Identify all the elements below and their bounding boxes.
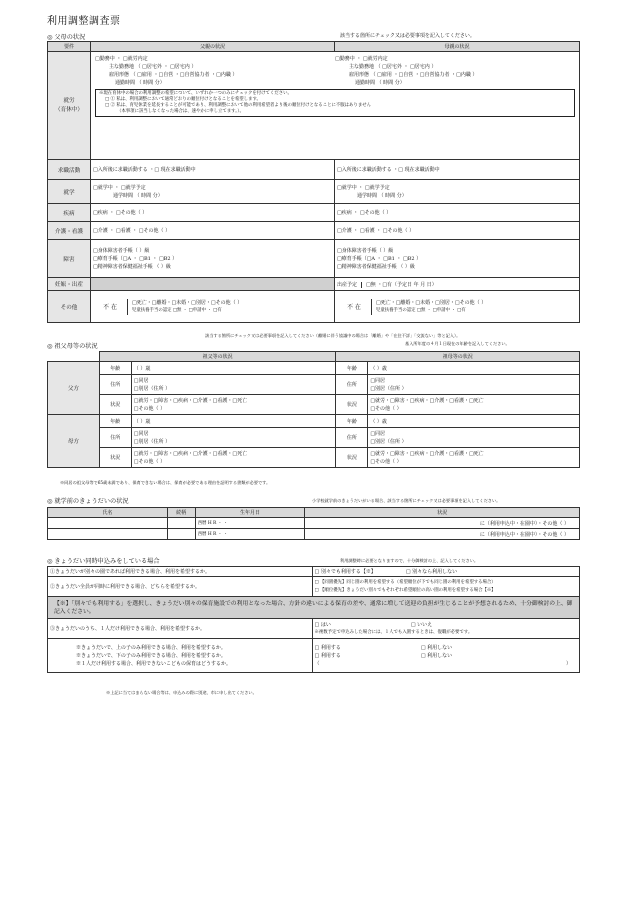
- q1-separate-no[interactable]: □ 別々なら利用しない: [405, 569, 458, 575]
- mother-absent: 不 在: [347, 304, 361, 311]
- q2-priority[interactable]: □ 【順位優先】きょうだい別々でもそれぞれ希望順位の高い園の利用を希望する場合【※】: [314, 587, 496, 593]
- sibling-name-input[interactable]: [48, 529, 168, 540]
- address-label: 住所: [336, 428, 368, 448]
- mother-care[interactable]: □介護 ・ □看護 ・ □その他（ ）: [334, 222, 579, 240]
- status-label: 状況: [99, 395, 131, 415]
- father-disability-line[interactable]: □療育手帳（□A ・ □B1 ・ □B2 ）: [93, 255, 178, 262]
- father-disability[interactable]: [91, 240, 335, 278]
- father-gm-address[interactable]: [368, 375, 580, 395]
- due-label: 出産予定: [337, 282, 362, 288]
- section2-heading: ◎ 祖父母等の状況: [47, 343, 98, 350]
- status-other[interactable]: □その他（ ）: [133, 405, 166, 412]
- work-cell: [91, 52, 580, 160]
- father-study[interactable]: [91, 180, 335, 204]
- cohabit-option[interactable]: □同居: [370, 377, 386, 384]
- answer-1[interactable]: [312, 567, 580, 577]
- sub-questions: [48, 639, 313, 673]
- father-gf-status[interactable]: [131, 395, 336, 415]
- question-2: ②きょうだい全員が同時に利用できる場合、どちらを希望するか。: [48, 577, 313, 597]
- father-other[interactable]: [91, 291, 335, 323]
- mother-disability[interactable]: [334, 240, 579, 278]
- father-gf-age[interactable]: （ ）歳: [131, 362, 336, 375]
- status-other[interactable]: □その他（ ）: [370, 458, 402, 465]
- row-label-other: その他: [48, 291, 91, 323]
- mother-work-line[interactable]: 主な勤務地 （ □居宅外 ・ □居宅内 ）: [349, 64, 437, 70]
- mother-due[interactable]: [334, 278, 579, 291]
- mother-jobsearch[interactable]: □入所後に求職活動する ・□ 現在求職活動中: [334, 160, 579, 180]
- ikukyu-note-line: ※現在育休中の場合の利用調整の希望について、いずれか一つのみにチェックを付けてください。: [99, 91, 292, 96]
- status-options[interactable]: □就労・□障害・□疾病・□介護・□看護・□死亡: [133, 450, 248, 457]
- question-3: ③きょうだいのうち、１人だけ利用できる場合、利用を希望するか。: [48, 619, 313, 639]
- father-work-line[interactable]: 雇用形態 （ □雇用 ・□自営 ・□自営協力者 ・□内職 ）: [109, 72, 238, 78]
- address-label: 住所: [99, 428, 131, 448]
- father-work: [95, 55, 335, 87]
- mother-work: [335, 55, 575, 87]
- status-other[interactable]: □その他（ ）: [133, 458, 166, 465]
- q2-same-facility[interactable]: □ 【同園優先】同じ園の利用を希望する（希望順位が下でも同じ園の利用を希望する場合）: [314, 579, 496, 585]
- father-study-status[interactable]: □就学中 ・ □就学予定: [93, 184, 146, 191]
- section4-instruction: 利用調整時に必要となりますので、十分御検討の上、記入してください。: [340, 558, 479, 563]
- mother-study-status[interactable]: □就学中 ・ □就学予定: [336, 184, 390, 191]
- mother-disability-line[interactable]: □精神障害者保健福祉手帳 （ ）級: [336, 263, 415, 270]
- address-label: 住所: [336, 375, 368, 395]
- father-work-line[interactable]: 主な勤務地 （ □居宅外 ・ □居宅内 ）: [109, 64, 197, 70]
- section1-instruction: 該当する箇所にチェック又は必要事項を記入してください。: [340, 33, 475, 39]
- warning-box: 【※】「別々でも利用する」を選択し、きょうだい別々の保育施設での利用となった場合、方針の違いによる保育の差や、通常に増して送迎の負担が生じることが予想されるため、十分御検討の上、御記入ください。: [48, 597, 580, 619]
- ikukyu-option-2[interactable]: □ ② 私は、育児休業を延長することが可能であり、利用調整において他の利用希望者より後の順位付けとなることに不服はありません: [105, 103, 371, 108]
- mother-disability-line[interactable]: □療育手帳（□A ・ □B1 ・ □B2 ）: [336, 255, 422, 262]
- mother-gm-address[interactable]: [368, 428, 580, 448]
- mother-disability-line[interactable]: □身体障害者手帳（ ）級: [336, 247, 394, 254]
- separate-option[interactable]: □別居（住所 ）: [370, 438, 407, 445]
- section3-heading: ◎ 就学前のきょうだいの状況: [47, 498, 129, 505]
- cohabit-option[interactable]: □同居: [370, 430, 386, 437]
- father-pregnancy-na: [91, 278, 335, 291]
- separate-option[interactable]: □別居（住所 ）: [133, 438, 171, 445]
- mother-gf-age[interactable]: （ ）歳: [131, 415, 336, 428]
- status-other[interactable]: □その他（ ）: [370, 405, 402, 412]
- blank-corner: [48, 352, 100, 362]
- mother-illness[interactable]: □疾病 ・ □その他（ ）: [334, 204, 579, 222]
- mother-study-time[interactable]: 通学時間 （ 時間 分）: [356, 192, 407, 199]
- parents-table: [47, 41, 580, 323]
- cohabit-option[interactable]: □同居: [133, 430, 149, 437]
- father-gm-age[interactable]: （ ）歳: [368, 362, 580, 375]
- grandparents-table: [47, 351, 580, 468]
- sibling-status-input[interactable]: に（利用申込中・在園中）・その他（ ）: [305, 529, 580, 540]
- status-options[interactable]: □就労・□障害・□疾病・□介護・□看護・□死亡: [370, 450, 484, 457]
- status-label: 状況: [99, 448, 131, 468]
- father-care[interactable]: □介護 ・ □看護 ・ □その他（ ）: [91, 222, 335, 240]
- question-older-only: ※きょうだいで、上の子のみ利用できる場合、利用を希望するか。: [76, 644, 226, 651]
- question-younger-only: ※きょうだいで、下の子のみ利用できる場合、利用を希望するか。: [76, 652, 226, 659]
- answer-3[interactable]: [312, 619, 580, 639]
- father-disability-line[interactable]: □精神障害者保健福祉手帳 （ ）級: [93, 263, 171, 270]
- mother-study[interactable]: [334, 180, 579, 204]
- mother-work-line[interactable]: □勤務中 ・ □就労内定: [335, 56, 388, 62]
- father-side-label: 父方: [48, 362, 100, 415]
- cohabit-option[interactable]: □同居: [133, 377, 149, 384]
- age-label: 年齢: [99, 362, 131, 375]
- col-requirement: 要件: [48, 42, 91, 52]
- q3-yes[interactable]: □ はい: [314, 621, 331, 628]
- row-label-jobsearch: 求職活動: [48, 160, 91, 180]
- mother-work-line[interactable]: 雇用形態 （ □雇用 ・□自営 ・□自営協力者 ・□内職 ）: [349, 72, 478, 78]
- question-1: ①きょうだいが別々の園であれば利用できる場合、利用を希望するか。: [48, 567, 313, 577]
- father-jobsearch[interactable]: □入所後に求職活動する ・□ 現在求職活動中: [91, 160, 335, 180]
- status-label: 状況: [336, 448, 368, 468]
- sibling-birth-input[interactable]: 西暦 H R ・ ・: [195, 529, 305, 540]
- section3-instruction: 小学校就学前のきょうだいがいる場合、該当する箇所にチェック又は必要事項を記入してください。: [312, 498, 501, 503]
- row-label-care: 介護・看護: [48, 222, 91, 240]
- father-allowance[interactable]: 児童扶養手当の認定 □無 ・ □申請中 ・ □有: [132, 307, 222, 313]
- mother-gm-status[interactable]: [368, 448, 580, 468]
- father-absent: 不 在: [103, 304, 117, 311]
- section1-footer2: 基入所年度の４月１日現在の年齢を記入してください。: [405, 341, 510, 346]
- sibling-relation-input[interactable]: [167, 529, 195, 540]
- ikukyu-note-line: （本事項に該当しなくなった場合は、速やかに申し立てます。）。: [117, 109, 244, 114]
- col-grandfather: 祖父等の状況: [99, 352, 336, 362]
- father-absent-reason[interactable]: □死亡・□離婚・□未婚・□別居・□その他（ ）: [132, 299, 243, 306]
- col-mother: 母親の状況: [334, 42, 579, 52]
- col-grandmother: 祖母等の状況: [336, 352, 580, 362]
- row-label-illness: 疾病: [48, 204, 91, 222]
- simultaneous-table: [47, 566, 580, 673]
- mother-side-label: 母方: [48, 415, 100, 468]
- sub-answers[interactable]: □ 利用する □ 利用しない □ 利用する □ 利用しない （ ）: [312, 639, 580, 673]
- col-birth: 生年月日: [195, 508, 305, 518]
- father-gf-address[interactable]: [131, 375, 336, 395]
- col-father: 父親の状況: [91, 42, 335, 52]
- age-label: 年齢: [336, 415, 368, 428]
- mother-gf-status[interactable]: [131, 448, 336, 468]
- age-label: 年齢: [336, 362, 368, 375]
- mother-gf-address[interactable]: [131, 428, 336, 448]
- mother-other[interactable]: [334, 291, 579, 323]
- answer-2[interactable]: [312, 577, 580, 597]
- col-relation: 続柄: [167, 508, 195, 518]
- mother-gm-age[interactable]: （ ）歳: [368, 415, 580, 428]
- col-name: 氏名: [48, 508, 168, 518]
- section2-footer: ※同居の祖父母等で65歳未満であり、保育できない場合は、保育が必要である理由を証明する書類が必要です。: [60, 480, 271, 485]
- sibling-name-input[interactable]: [48, 518, 168, 529]
- row-label-study: 就学: [48, 180, 91, 204]
- page-title: 利用調整調査票: [47, 16, 121, 27]
- father-illness[interactable]: □疾病 ・ □その他（ ）: [91, 204, 335, 222]
- father-study-time[interactable]: 通学時間 （ 時間 分）: [113, 192, 163, 199]
- due-value[interactable]: □無 ・□有（予定日 年 月 日）: [366, 281, 437, 288]
- separate-option[interactable]: □別居（住所 ）: [370, 385, 407, 392]
- sibling-relation-input[interactable]: [167, 518, 195, 529]
- father-disability-line[interactable]: □身体障害者手帳（ ）級: [93, 247, 150, 254]
- row-label-work: 就労 （育休中）: [48, 52, 91, 160]
- status-label: 状況: [336, 395, 368, 415]
- col-status: 状況: [305, 508, 580, 518]
- sibling-birth-input[interactable]: 西暦 H R ・ ・: [195, 518, 305, 529]
- ikukyu-option-1[interactable]: □ ① 私は、利用調整において通常どおりの順位付けとなることを希望します。: [105, 97, 261, 102]
- older-use[interactable]: □ 利用する: [314, 644, 341, 651]
- row-label-pregnancy: 妊娠・出産: [48, 278, 91, 291]
- siblings-table: [47, 507, 580, 540]
- q3-note: ※複数予定で申込みした場合には、１人でも入園するときは、復職が必要です。: [314, 629, 473, 635]
- status-options[interactable]: □就労・□障害・□疾病・□介護・□看護・□死亡: [370, 397, 484, 404]
- father-work-line[interactable]: 通勤時間 （ 時間 分）: [115, 80, 165, 86]
- mother-allowance[interactable]: 児童扶養手当の認定 □無 ・ □申請中 ・ □有: [375, 307, 466, 313]
- older-nouse[interactable]: □ 利用しない: [420, 644, 453, 651]
- mother-absent-reason[interactable]: □死亡・□離婚・□未婚・□別居・□その他（ ）: [375, 299, 487, 306]
- mother-work-line[interactable]: 通勤時間 （ 時間 分）: [355, 80, 405, 86]
- question-one-only: ※１人だけ利用する場合、利用できないこどもの保育はどうするか。: [76, 660, 232, 667]
- father-gm-status[interactable]: [368, 395, 580, 415]
- age-label: 年齢: [99, 415, 131, 428]
- address-label: 住所: [99, 375, 131, 395]
- section4-heading: ◎ きょうだい同時申込みをしている場合: [47, 558, 160, 565]
- section1-heading: ◎ 父母の状況: [47, 34, 86, 41]
- sibling-status-input[interactable]: に（利用申込中・在園中）・その他（ ）: [305, 518, 580, 529]
- separate-option[interactable]: □別居（住所 ）: [133, 385, 171, 392]
- row-label-disability: 障害: [48, 240, 91, 278]
- q3-no[interactable]: □ いいえ: [410, 621, 433, 628]
- q1-separate-ok[interactable]: □ 別々でも利用する【※】: [314, 569, 376, 575]
- section1-footer1: 該当する箇所にチェック又は必要事項を記入してください（離婚に伴う協議中の場合は「離婚」や「在住不詳」「交流ない」等と記入）。: [205, 333, 461, 338]
- younger-use[interactable]: □ 利用する: [314, 652, 341, 659]
- section4-footer: ※上記に当てはまらない場合等は、申込みの際に別途、市に申し出てください。: [106, 690, 257, 695]
- father-work-line[interactable]: □勤務中 ・ □就労内定: [95, 56, 148, 62]
- status-options[interactable]: □就労・□障害・□疾病・□介護・□看護・□死亡: [133, 397, 248, 404]
- ikukyu-note: [95, 89, 575, 117]
- younger-nouse[interactable]: □ 利用しない: [420, 652, 453, 659]
